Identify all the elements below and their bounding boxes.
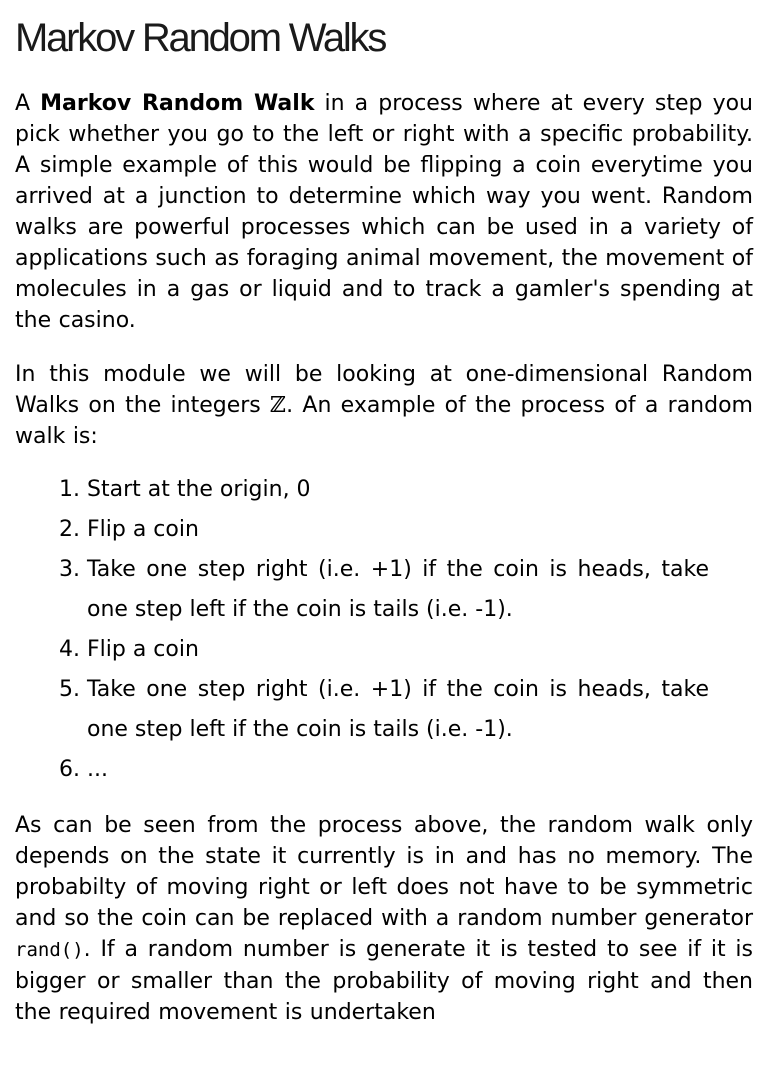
list-item: 4. Flip a coin (87, 630, 709, 670)
document-page (15, 0, 753, 1028)
integers-symbol: ℤ (270, 393, 287, 418)
module-paragraph (15, 359, 753, 452)
intro-paragraph (15, 88, 753, 336)
list-item: 5. Take one step right (i.e. +1) if the coin is heads, take one step left if the coin is tails (i.e. -1). (87, 670, 709, 750)
list-item: 2. Flip a coin (87, 510, 709, 550)
intro-bold-term: Markov Random Walk (40, 91, 315, 116)
list-item: 3. Take one step right (i.e. +1) if the coin is heads, take one step left if the coin is tails (i.e. -1). (87, 550, 709, 630)
list-item: 6. ... (87, 750, 709, 790)
intro-text-start: A (15, 91, 41, 116)
process-steps-list (15, 470, 709, 790)
rand-function-code: rand() (15, 939, 84, 961)
conclusion-text-rest: . If a random number is generate it is tested to see if it is bigger or smaller than the probability of moving right and then the required movement is undertaken (15, 937, 753, 1025)
list-item: 1. Start at the origin, 0 (87, 470, 709, 510)
intro-text-rest: in a process where at every step you pick whether you go to the left or right with a specific probability. A simple example of this would be flipping a coin everytime you arrived at a junction to determine which way you went. Random walks are powerful processes which can be used in a variety of applications such as foraging animal movement, the movement of molecules in a gas or liquid and to track a gamler's spending at the casino. (15, 91, 753, 333)
conclusion-paragraph (15, 810, 753, 1028)
page-title: Markov Random Walks (15, 16, 386, 60)
conclusion-text-start: As can be seen from the process above, the random walk only depends on the state it currently is in and has no memory. The probabilty of moving right or left does not have to be symmetric and so the coin can be replaced with a random number generator (15, 813, 753, 931)
module-text-rest: . An example of the process of a random walk is: (15, 393, 753, 449)
module-text-start: In this module we will be looking at one-dimensional Random Walks on the integers (15, 362, 753, 418)
